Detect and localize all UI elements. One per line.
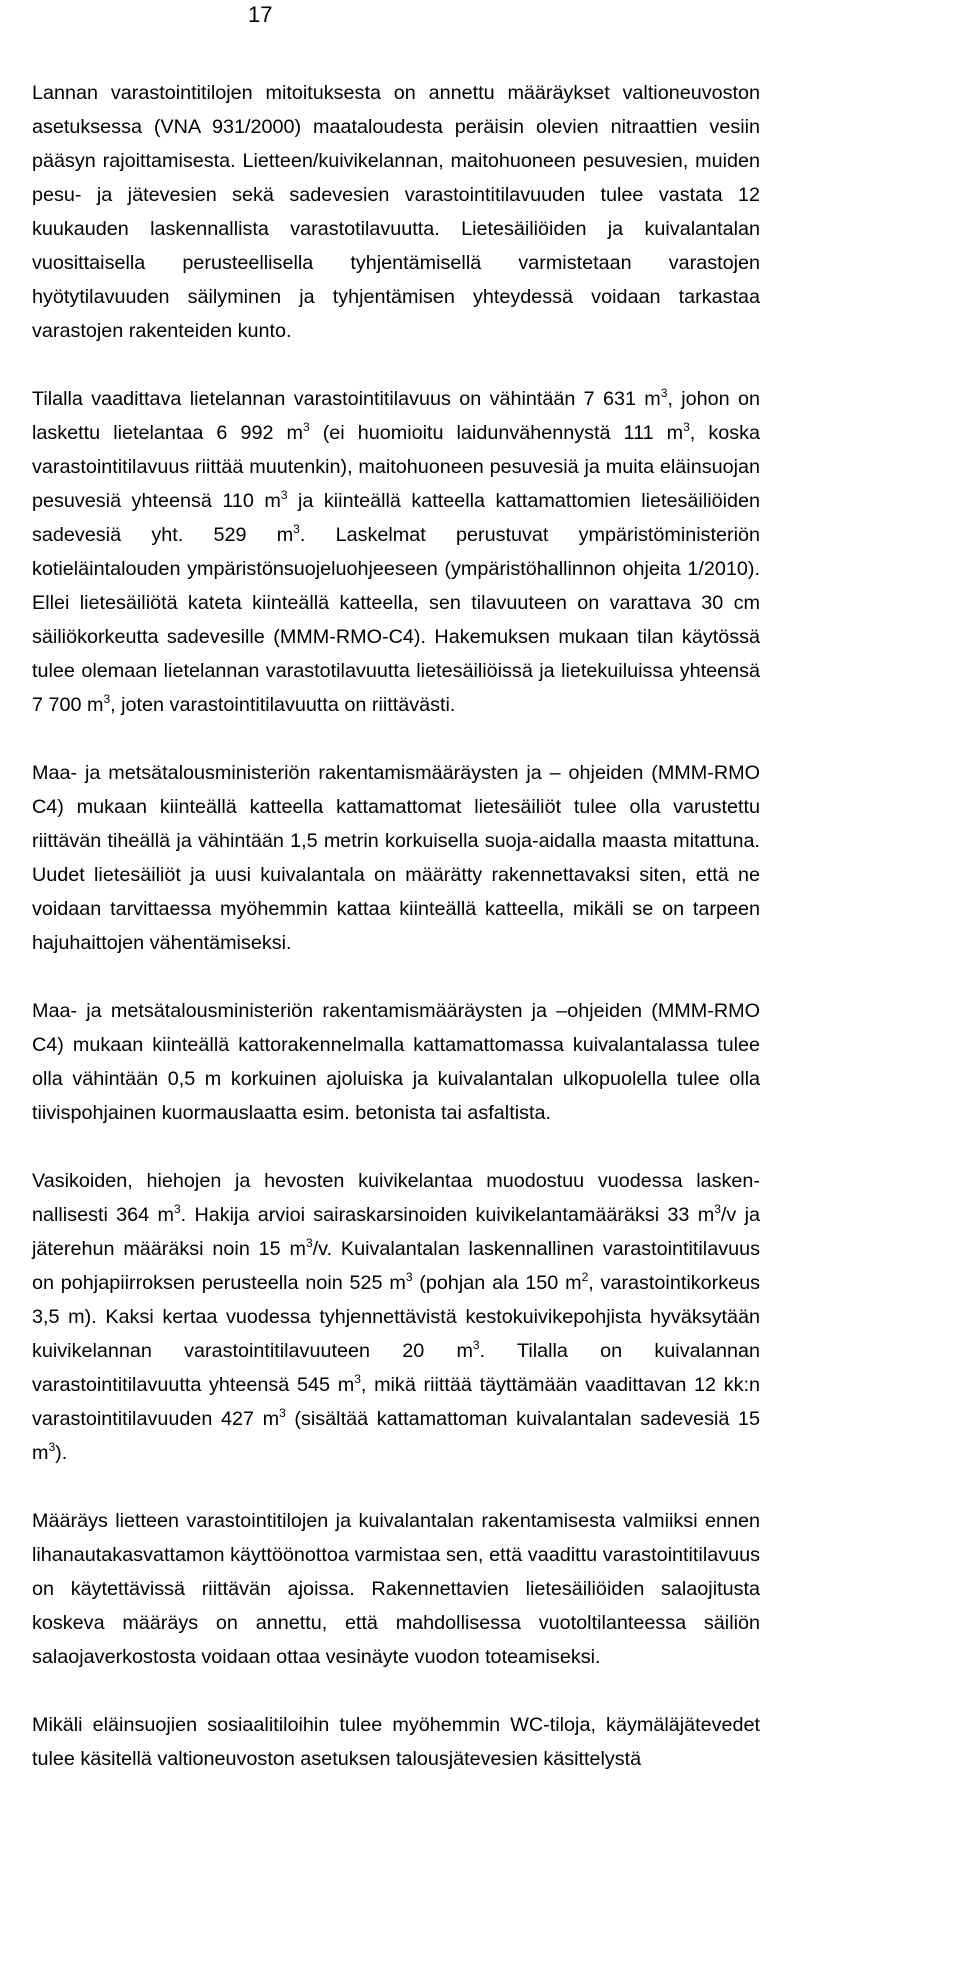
text-segment: , mikä riittää täyttämään vaadittavan 12 kk:n varastointitilavuuden 427 m	[32, 1374, 760, 1430]
superscript: 3	[103, 692, 111, 706]
text-segment: , joten varastointitilavuutta on riittävästi.	[110, 694, 456, 716]
paragraph	[32, 1164, 760, 1470]
superscript: 3	[279, 1406, 286, 1420]
text-segment: (pohjan ala 150 m	[412, 1272, 582, 1294]
paragraph	[32, 1708, 760, 1776]
text-segment: , varastointikorkeus 3,5 m). Kaksi kertaa vuodessa tyhjennettävistä kestokuivikepohjista hyväksytään kuivikelannan varastointitilavuuteen 20 m	[32, 1272, 760, 1362]
text-segment: Lannan varastointitilojen mitoituksesta on annettu määräykset valtioneuvoston asetuksessa (VNA 931/2000) maataloudesta peräisin olevien nitraattien vesiin pääsyn rajoittamisesta. Lietteen/kuivikelannan, maitohuoneen pesuvesien, muiden pesu- ja jätevesien sekä sadevesien varastointitilavuuden tulee vastata 12 kuukauden laskennallista varastotilavuutta. Lietesäiliöiden ja kuivalantalan vuosittaisella perusteellisella tyhjentämisellä varmistetaan varastojen hyötytilavuuden säilyminen ja tyhjentämisen yhteydessä voidaan tarkastaa varastojen rakenteiden kunto.	[32, 82, 760, 342]
text-segment: /v ja jäterehun määräksi noin 15 m	[32, 1204, 760, 1260]
text-segment: . Laskelmat perustuvat ympäristöministeriön kotieläintalouden ympäristönsuojeluohjeeseen (ympäristöhallinnon ohjeita 1/2010). Ellei lietesäiliötä kateta kiinteällä katteella, sen tilavuuteen on varattava 30 cm säiliökorkeutta sadevesille (MMM-RMO-C4). Hakemuksen mukaan tilan käytössä tulee olemaan lietelannan varastotilavuutta lietesäiliöissä ja lietekuiluissa yhteensä 7 700 m	[32, 524, 760, 716]
paragraph	[32, 382, 760, 722]
text-segment: , johon on laskettu lietelantaa 6 992 m	[32, 388, 760, 444]
text-segment: ).	[55, 1442, 68, 1464]
text-segment: Tilalla vaadittava lietelannan varastointitilavuus on vähintään 7 631 m	[32, 388, 661, 410]
superscript: 3	[354, 1372, 361, 1386]
text-segment: Mikäli eläinsuojien sosiaalitiloihin tulee myöhemmin WC-tiloja, käymäläjätevedet tulee käsitellä valtioneuvoston asetuksen talousjätevesien käsittelystä	[32, 1714, 760, 1770]
text-segment: (ei huomioitu laidunvähennystä 111 m	[309, 422, 684, 444]
paragraph	[32, 756, 760, 960]
superscript: 2	[581, 1270, 589, 1284]
text-segment: , koska varastointitilavuus riittää muutenkin), maitohuoneen pesuvesiä ja muita eläinsuojan pesuvesiä yhteensä 110 m	[32, 422, 761, 512]
superscript: 3	[48, 1440, 56, 1454]
text-segment: /v. Kuivalantalan laskennallinen varastointitilavuus on pohjapiirroksen perusteella noin 525 m	[32, 1238, 760, 1294]
document-body	[32, 76, 760, 1776]
text-segment: . Hakija arvioi sairaskarsinoiden kuivikelantamääräksi 33 m	[180, 1204, 715, 1226]
text-segment: ja kiinteällä katteella kattamattomien lietesäiliöiden sadevesiä yht. 529 m	[32, 490, 761, 546]
paragraph	[32, 76, 760, 348]
text-segment: Maa- ja metsätalousministeriön rakentamismääräysten ja –ohjeiden (MMM-RMO C4) mukaan kiinteällä kattorakennelmalla kattamattomassa kuivalantalassa tulee olla vähintään 0,5 m korkuinen ajoluiska ja kuivalantalan ulkopuolella tulee olla tiivispohjainen kuormauslaatta esim. betonista tai asfaltista.	[32, 1000, 760, 1124]
superscript: 3	[302, 420, 310, 434]
superscript: 3	[173, 1202, 181, 1216]
superscript: 3	[683, 420, 690, 434]
paragraph	[32, 994, 760, 1130]
superscript: 3	[405, 1270, 413, 1284]
text-segment: Määräys lietteen varastointitilojen ja kuivalantalan rakentamisesta valmiiksi ennen lihanautakasvattamon käyttöönottoa varmistaa sen, että vaadittu varastointitilavuus on käytettävissä riittävän ajoissa. Rakennettavien lietesäiliöiden salaojitusta koskeva määräys on annettu, että mahdollisessa vuotoltilanteessa säiliön salaojaverkostosta voidaan ottaa vesinäyte vuodon toteamiseksi.	[32, 1510, 760, 1668]
superscript: 3	[280, 488, 288, 502]
superscript: 3	[293, 522, 300, 536]
paragraph	[32, 1504, 760, 1674]
text-segment: . Tilalla on kuivalannan varastointitilavuutta yhteensä 545 m	[32, 1340, 760, 1396]
text-segment: Vasikoiden, hiehojen ja hevosten kuivikelantaa muodostuu vuodessa laskennallisesti 364 m	[32, 1170, 760, 1226]
page-number: 17	[248, 2, 273, 27]
superscript: 3	[660, 386, 668, 400]
text-segment: Maa- ja metsätalousministeriön rakentamismääräysten ja – ohjeiden (MMM-RMO C4) mukaan kiinteällä katteella kattamattomat lietesäiliöt tulee olla varustettu riittävän tiheällä ja vähintään 1,5 metrin korkuisella suoja-aidalla maasta mitattuna. Uudet lietesäiliöt ja uusi kuivalantala on määrätty rakennettavaksi siten, että ne voidaan tarvittaessa myöhemmin kattaa kiinteällä katteella, mikäli se on tarpeen hajuhaittojen vähentämiseksi.	[32, 762, 760, 954]
superscript: 3	[472, 1338, 480, 1352]
superscript: 3	[305, 1236, 313, 1250]
text-segment: (sisältää kattamattoman kuivalantalan sadevesiä 15 m	[32, 1408, 760, 1464]
superscript: 3	[714, 1202, 721, 1216]
